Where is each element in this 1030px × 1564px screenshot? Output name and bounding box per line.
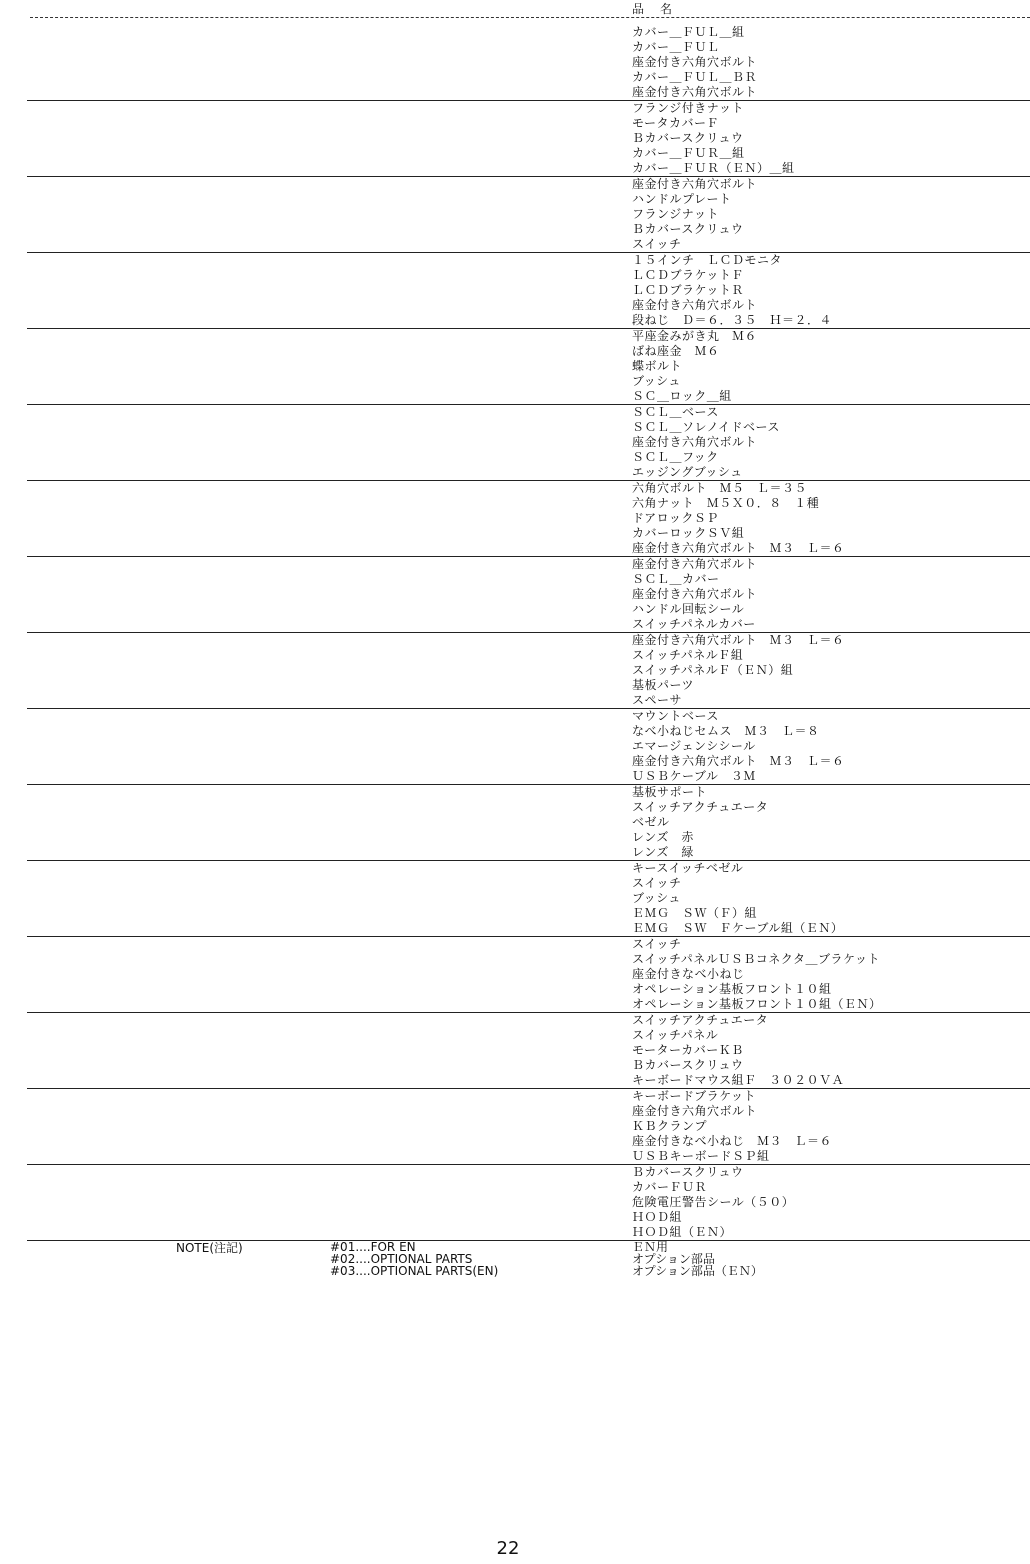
- part-name: 座金付きなべ小ねじ: [632, 967, 745, 981]
- part-name: ＫＢクランプ: [632, 1119, 708, 1133]
- part-name: ＨＯＤ組: [632, 1210, 683, 1224]
- part-name: カバー＿ＦＵＬ＿ＢＲ: [632, 70, 758, 84]
- part-name: スイッチ: [632, 937, 682, 951]
- part-name: 座金付き六角穴ボルト: [632, 85, 758, 99]
- part-name: 座金付き六角穴ボルト: [632, 298, 758, 312]
- part-name: レンズ 緑: [632, 845, 694, 859]
- part-name: スイッチ: [632, 876, 682, 890]
- note-code: #02....OPTIONAL PARTS: [330, 1252, 473, 1266]
- parts-list: [0, 25, 1030, 1241]
- part-name: 座金付き六角穴ボルト Ｍ３ Ｌ＝６: [632, 541, 845, 555]
- parts-group: [0, 861, 1030, 937]
- part-name: カバーＦＵＲ: [632, 1180, 708, 1194]
- table-header: [0, 0, 1030, 18]
- part-name: ばね座金 Ｍ６: [632, 344, 720, 358]
- part-name: ＵＳＢキーボードＳＰ組: [632, 1149, 770, 1163]
- part-name: カバー＿ＦＵＲ（ＥＮ）＿組: [632, 161, 795, 175]
- part-name: モータカバーＦ: [632, 116, 720, 130]
- part-name: Ｂカバースクリュウ: [632, 1058, 744, 1072]
- note-description: オプション部品: [632, 1252, 715, 1266]
- part-name: スイッチパネル: [632, 1028, 719, 1042]
- parts-group: [0, 557, 1030, 633]
- part-name: スイッチアクチュエータ: [632, 1013, 769, 1027]
- part-name: 平座金みがき丸 Ｍ６: [632, 329, 758, 343]
- part-name: ＬＣＤブラケットＲ: [632, 283, 744, 297]
- part-name: スイッチパネルＦ（ＥＮ）組: [632, 663, 794, 677]
- parts-group: [0, 329, 1030, 405]
- parts-group: [0, 101, 1030, 177]
- page-number: 22: [496, 1538, 520, 1559]
- part-name: ブッシュ: [632, 374, 681, 388]
- part-name: １５インチ ＬＣＤモニタ: [632, 253, 783, 267]
- part-name: 危険電圧警告シール（５０）: [632, 1195, 795, 1209]
- part-name: カバー＿ＦＵＬ＿組: [632, 25, 745, 39]
- column-header-part-name: 品 名: [632, 2, 675, 16]
- part-name: 六角穴ボルト Ｍ５ Ｌ＝３５: [632, 481, 808, 495]
- part-name: ＳＣＬ＿フック: [632, 450, 719, 464]
- parts-group: [0, 253, 1030, 329]
- note-description: オプション部品（ＥＮ）: [632, 1264, 763, 1278]
- part-name: ＬＣＤブラケットＦ: [632, 268, 744, 282]
- part-name: 座金付き六角穴ボルト: [632, 55, 758, 69]
- part-name: レンズ 赤: [632, 830, 694, 844]
- part-name: ハンドル回転シール: [632, 602, 745, 616]
- part-name: ベゼル: [632, 815, 670, 829]
- note-code: #01....FOR EN: [330, 1240, 416, 1254]
- part-name: ブッシュ: [632, 891, 681, 905]
- note-description: ＥＮ用: [632, 1240, 669, 1254]
- part-name: ドアロックＳＰ: [632, 511, 719, 525]
- part-name: キーボードマウス組Ｆ ３０２０ＶＡ: [632, 1073, 845, 1087]
- part-name: キーボードブラケット: [632, 1089, 757, 1103]
- part-name: 座金付き六角穴ボルト: [632, 177, 758, 191]
- part-name: ＥＭＧ ＳＷ（Ｆ）組: [632, 906, 758, 920]
- part-name: スイッチパネルＵＳＢコネクタ＿ブラケット: [632, 952, 880, 966]
- part-name: 座金付き六角穴ボルト: [632, 1104, 758, 1118]
- part-name: なべ小ねじセムス Ｍ３ Ｌ＝８: [632, 724, 820, 738]
- part-name: 基板パーツ: [632, 678, 695, 692]
- part-name: 座金付き六角穴ボルト: [632, 587, 758, 601]
- part-name: モーターカバーＫＢ: [632, 1043, 744, 1057]
- part-name: カバーロックＳＶ組: [632, 526, 745, 540]
- parts-group: [0, 1089, 1030, 1165]
- part-name: ハンドルプレート: [632, 192, 732, 206]
- part-name: カバー＿ＦＵＬ: [632, 40, 720, 54]
- part-name: ＥＭＧ ＳＷ Ｆケーブル組（ＥＮ）: [632, 921, 844, 935]
- parts-group: [0, 937, 1030, 1013]
- part-name: フランジナット: [632, 207, 719, 221]
- part-name: ＳＣＬ＿カバー: [632, 572, 720, 586]
- part-name: オペレーション基板フロント１０組: [632, 982, 832, 996]
- part-name: スイッチアクチュエータ: [632, 800, 769, 814]
- part-name: Ｂカバースクリュウ: [632, 222, 744, 236]
- part-name: 基板サポート: [632, 785, 708, 799]
- part-name: オペレーション基板フロント１０組（ＥＮ）: [632, 997, 882, 1011]
- notes-title: NOTE(注記): [176, 1241, 243, 1255]
- part-name: エッジングブッシュ: [632, 465, 743, 479]
- part-name: ＵＳＢケーブル ３Ｍ: [632, 769, 756, 783]
- part-name: Ｂカバースクリュウ: [632, 1165, 744, 1179]
- part-name: 座金付き六角穴ボルト Ｍ３ Ｌ＝６: [632, 633, 845, 647]
- parts-group: [0, 633, 1030, 709]
- part-name: Ｂカバースクリュウ: [632, 131, 744, 145]
- header-dashed-rule: [30, 17, 1030, 18]
- part-name: 座金付き六角穴ボルト: [632, 435, 758, 449]
- part-name: 蝶ボルト: [632, 359, 683, 373]
- note-code: #03....OPTIONAL PARTS(EN): [330, 1264, 499, 1278]
- parts-group: [0, 1165, 1030, 1241]
- parts-group: [0, 25, 1030, 101]
- part-name: 段ねじ Ｄ＝６．３５ Ｈ＝２．４: [632, 313, 833, 327]
- part-name: スペーサ: [632, 693, 683, 707]
- part-name: エマージェンシシール: [632, 739, 756, 753]
- part-name: 六角ナット Ｍ５Ｘ０．８ １種: [632, 496, 820, 510]
- parts-group: [0, 1013, 1030, 1089]
- parts-group: [0, 177, 1030, 253]
- part-name: スイッチパネルＦ組: [632, 648, 744, 662]
- part-name: 座金付き六角穴ボルト Ｍ３ Ｌ＝６: [632, 754, 845, 768]
- part-name: マウントベース: [632, 709, 719, 723]
- part-name: スイッチ: [632, 237, 682, 251]
- part-name: ＳＣＬ＿ソレノイドベース: [632, 420, 780, 434]
- parts-group: [0, 405, 1030, 481]
- part-name: ＳＣＬ＿ベース: [632, 405, 719, 419]
- part-name: 座金付きなべ小ねじ Ｍ３ Ｌ＝６: [632, 1134, 833, 1148]
- part-name: ＳＣ＿ロック＿組: [632, 389, 732, 403]
- part-name: キースイッチベゼル: [632, 861, 744, 875]
- parts-group: [0, 785, 1030, 861]
- parts-group: [0, 709, 1030, 785]
- part-name: フランジ付きナット: [632, 101, 744, 115]
- part-name: カバー＿ＦＵＲ＿組: [632, 146, 745, 160]
- part-name: ＨＯＤ組（ＥＮ）: [632, 1225, 733, 1239]
- part-name: スイッチパネルカバー: [632, 617, 756, 631]
- part-name: 座金付き六角穴ボルト: [632, 557, 758, 571]
- parts-group: [0, 481, 1030, 557]
